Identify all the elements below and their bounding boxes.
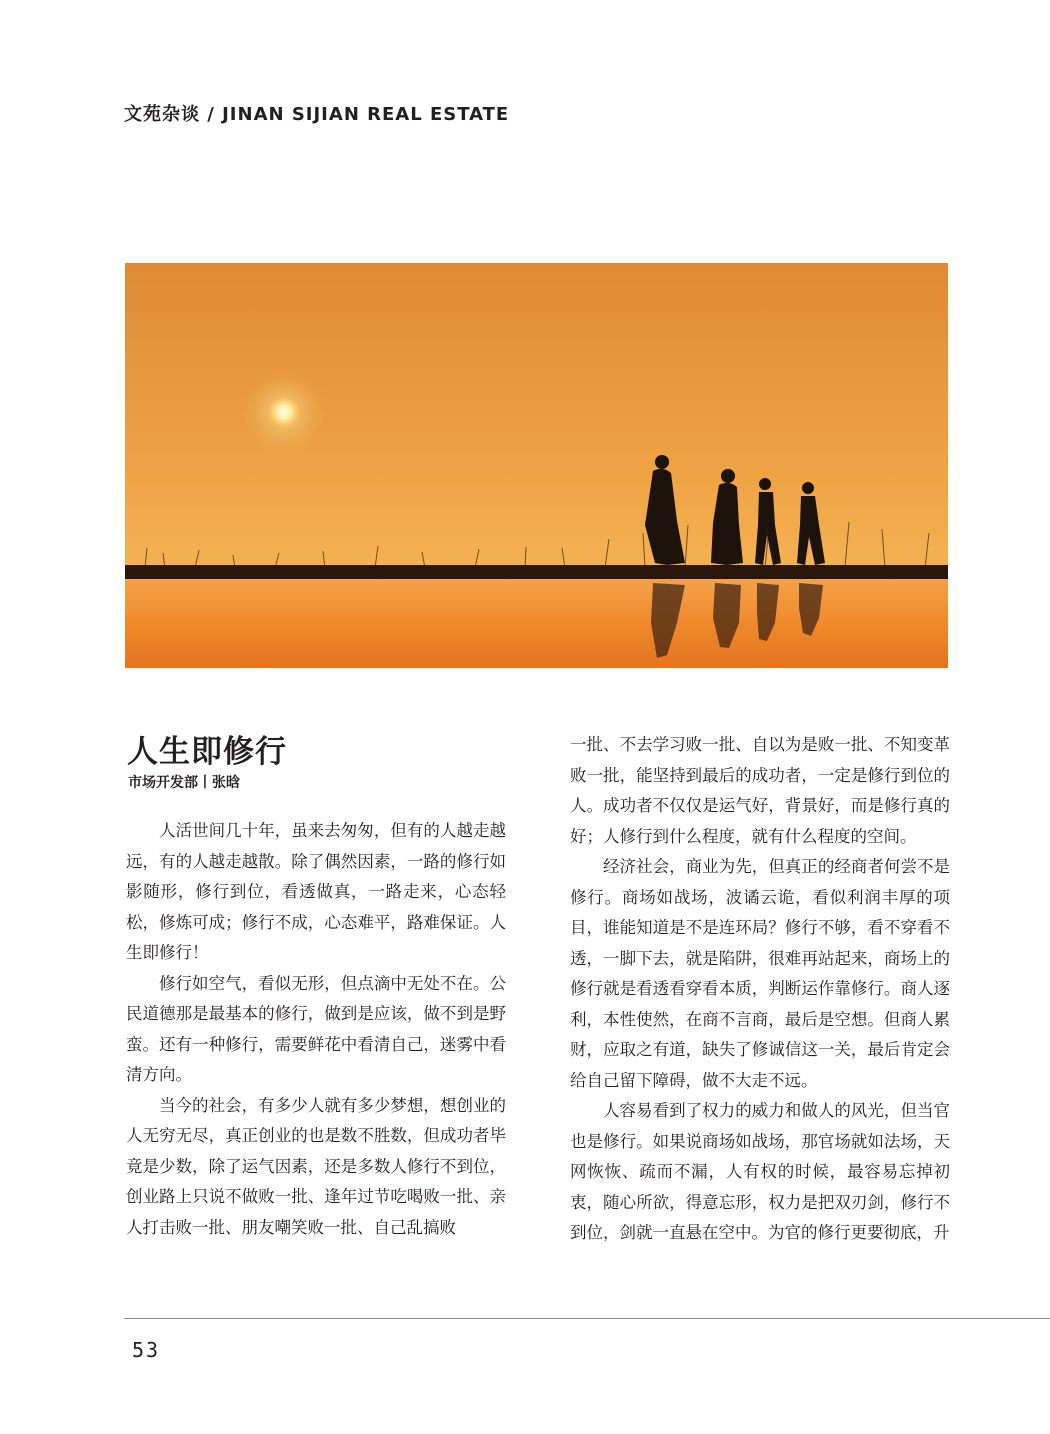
sunset-photo bbox=[125, 263, 948, 668]
section-header: 文苑杂谈 / JINAN SIJIAN REAL ESTATE bbox=[124, 104, 510, 125]
paragraph: 人容易看到了权力的威力和做人的风光，但当官也是修行。如果说商场如战场，那官场就如法场，天网恢恢、疏而不漏，人有权的时候，最容易忘掉初衷，随心所欲，得意忘形，权力是把双刃剑，修行不到位，剑就一直悬在空中。为官的修行更要彻底，升 bbox=[570, 1101, 950, 1242]
paragraph: 人活世间几十年，虽来去匆匆，但有的人越走越远，有的人越走越散。除了偶然因素，一路的修行如影随形，修行到位，看透做真，一路走来，心态轻松，修炼可成；修行不成，心态难平，路难保证。人生即修行！ bbox=[126, 821, 506, 962]
paragraph: 当今的社会，有多少人就有多少梦想，想创业的人无穷无尽，真正创业的也是数不胜数，但成功者毕竟是少数，除了运气因素，还是多数人修行不到位，创业路上只说不做败一批、逢年过节吃喝败一批、亲人打击败一批、朋友嘲笑败一批、自己乱搞败 bbox=[126, 1095, 506, 1237]
paragraph: 修行如空气，看似无形，但点滴中无处不在。公民道德那是最基本的修行，做到是应该，做不到是野蛮。还有一种修行，需要鲜花中看清自己，迷雾中看清方向。 bbox=[126, 973, 506, 1084]
article-title: 人生即修行 bbox=[127, 734, 287, 770]
page-number: 53 bbox=[132, 1338, 161, 1362]
footer-divider bbox=[124, 1318, 1050, 1319]
paragraph: 经济社会，商业为先，但真正的经商者何尝不是修行。商场如战场，波谲云诡，看似利润丰厚的项目，谁能知道是不是连环局？修行不够，看不穿看不透，一脚下去，就是陷阱，很难再站起来，商场上的修行就是看透看穿看本质，判断运作靠修行。商人逐利，本性使然，在商不言商，最后是空想。但商人累财，应取之有道，缺失了修诚信这一关，最后肯定会给自己留下障碍，做不大走不远。 bbox=[570, 857, 950, 1090]
left-column bbox=[126, 816, 506, 1243]
right-column bbox=[570, 730, 950, 1249]
paragraph-continuation: 一批、不去学习败一批、自以为是败一批、不知变革败一批，能坚持到最后的成功者，一定是修行到位的人。成功者不仅仅是运气好，背景好，而是修行真的好；人修行到什么程度，就有什么程度的空间。 bbox=[570, 735, 950, 846]
article-byline: 市场开发部丨张晗 bbox=[128, 775, 240, 791]
